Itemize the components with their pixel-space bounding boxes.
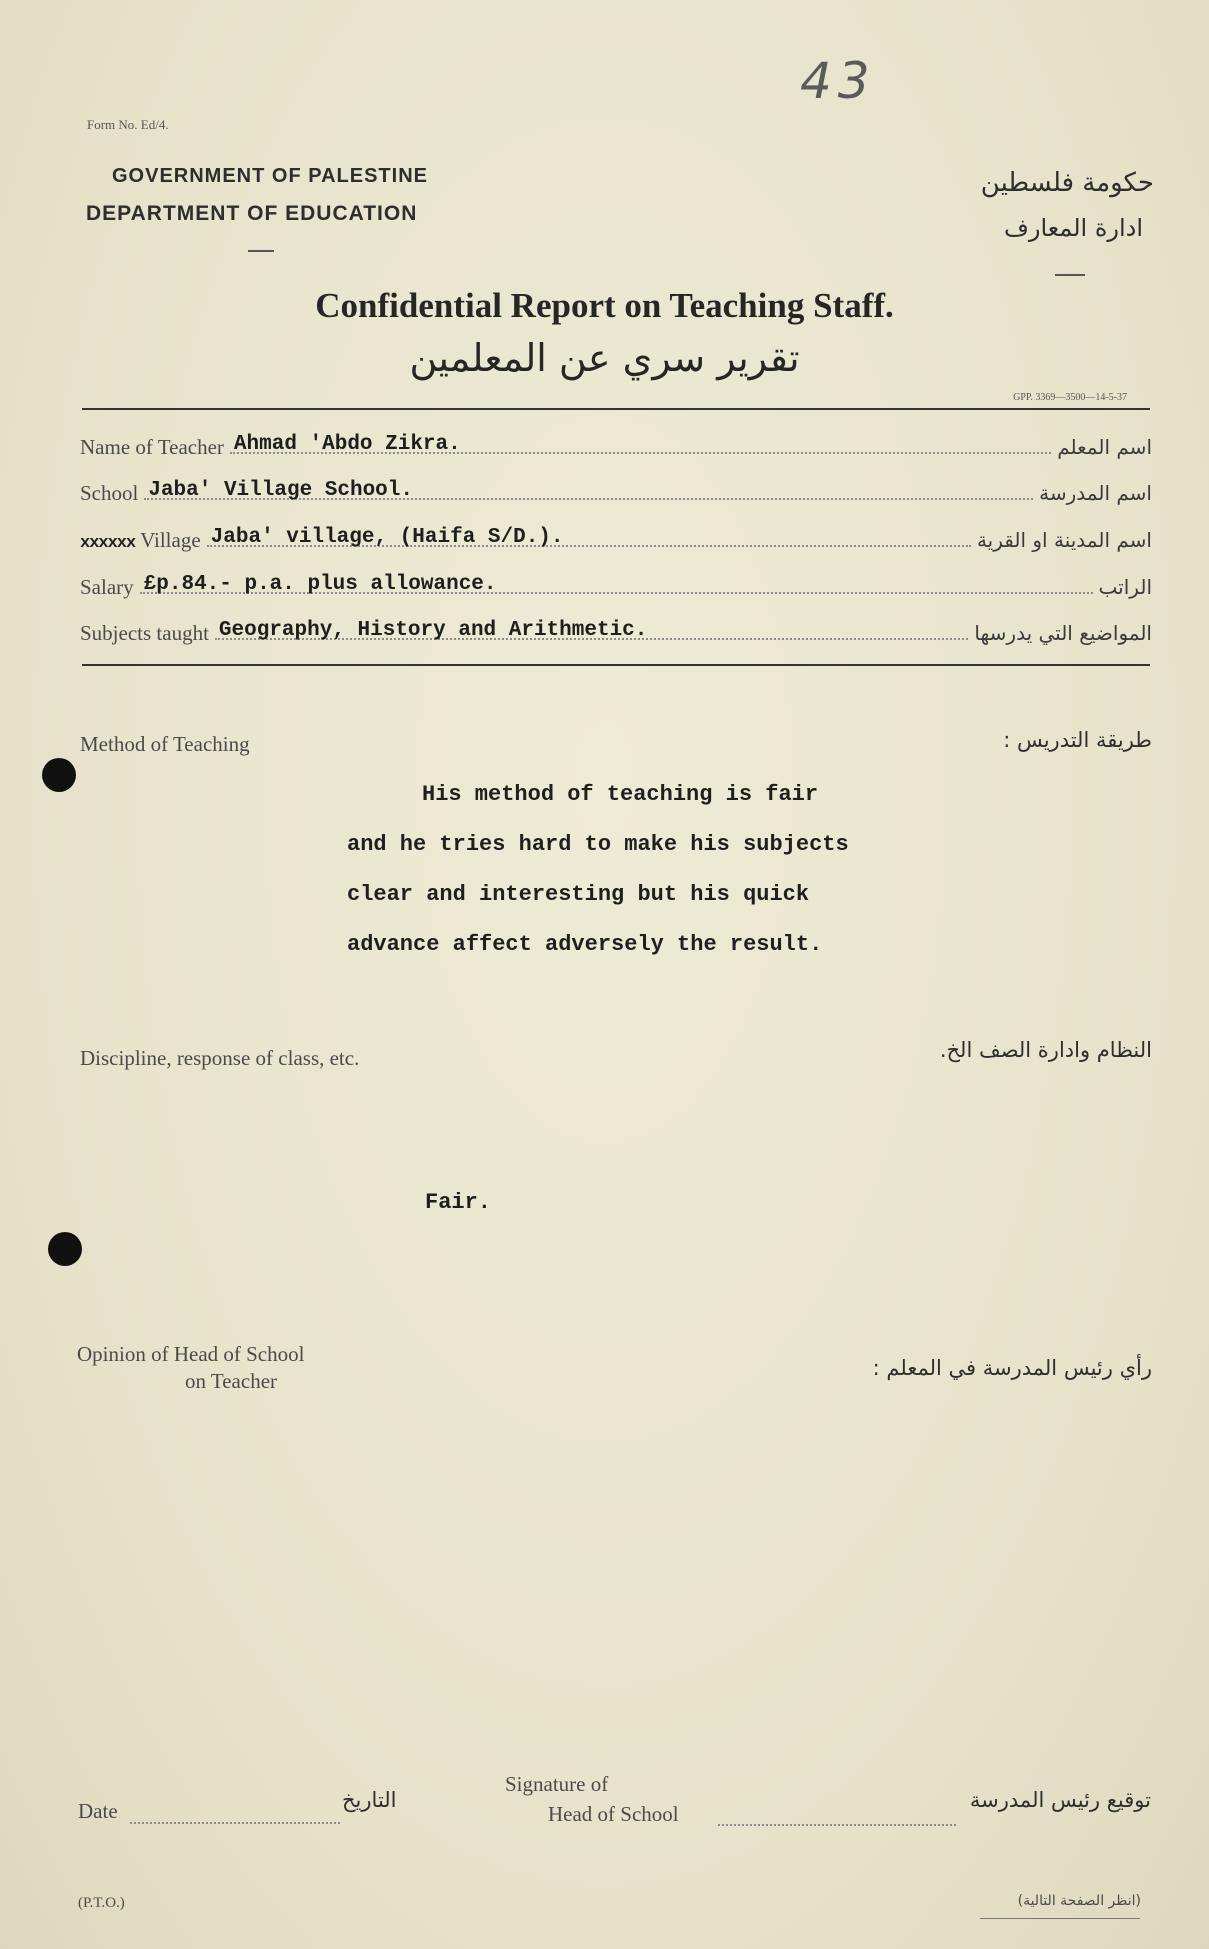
field-value: Ahmad 'Abdo Zikra. xyxy=(233,433,461,456)
field-label: Subjects taught xyxy=(80,621,209,645)
print-code: GPP. 3369—3500—14-5-37 xyxy=(1013,392,1127,403)
method-text-line: and he tries hard to make his subjects xyxy=(347,832,849,857)
struck-out-text: xxxxxx xyxy=(80,534,136,553)
method-label: Method of Teaching xyxy=(80,732,250,756)
field-label-arabic: الراتب xyxy=(1098,575,1152,599)
government-heading-arabic: حكومة فلسطين xyxy=(980,168,1154,198)
method-text-line: advance affect adversely the result. xyxy=(347,932,823,957)
field-line xyxy=(230,434,1051,454)
method-text-line: clear and interesting but his quick xyxy=(347,882,810,907)
discipline-value: Fair. xyxy=(425,1190,492,1215)
opinion-label-arabic: رأي رئيس المدرسة في المعلم : xyxy=(872,1356,1152,1380)
pto-label: (P.T.O.) xyxy=(78,1895,125,1911)
department-heading-arabic: ادارة المعارف xyxy=(1003,214,1143,242)
field-line xyxy=(140,574,1093,594)
signature-line xyxy=(718,1808,956,1826)
field-value: £p.84.- p.a. plus allowance. xyxy=(143,573,497,596)
field-value: Geography, History and Arithmetic. xyxy=(218,619,648,642)
field-label: School xyxy=(80,481,139,505)
method-label-arabic: طريقة التدريس : xyxy=(1003,728,1152,752)
field-value: Jaba' Village School. xyxy=(148,479,413,502)
pto-underline xyxy=(980,1918,1140,1919)
field-row-school xyxy=(80,480,1152,516)
signature-label-line1: Signature of xyxy=(505,1772,609,1796)
discipline-label: Discipline, response of class, etc. xyxy=(80,1046,360,1070)
discipline-label-arabic: النظام وادارة الصف الخ. xyxy=(939,1038,1152,1062)
handwritten-page-number: 43 xyxy=(800,52,876,110)
report-title: Confidential Report on Teaching Staff. xyxy=(315,286,894,325)
field-row-name xyxy=(80,434,1152,470)
department-heading: DEPARTMENT OF EDUCATION xyxy=(86,202,418,225)
field-label: Name of Teacher xyxy=(80,435,224,459)
field-row-village xyxy=(80,527,1152,563)
method-text-line: His method of teaching is fair xyxy=(422,782,819,807)
field-label-arabic: اسم المدرسة xyxy=(1039,481,1152,505)
form-number: Form No. Ed/4. xyxy=(87,117,169,132)
field-label: xxxxxx Village xyxy=(80,528,201,553)
date-line xyxy=(130,1806,340,1824)
header-dash xyxy=(248,250,274,252)
field-label-arabic: اسم المعلم xyxy=(1057,435,1152,459)
field-row-subjects xyxy=(80,620,1152,656)
report-title-arabic: تقرير سري عن المعلمين xyxy=(409,336,800,380)
opinion-label: Opinion of Head of School xyxy=(77,1342,305,1366)
field-label-arabic: اسم المدينة او القرية xyxy=(976,528,1152,552)
field-value: Jaba' village, (Haifa S/D.). xyxy=(210,526,564,549)
top-rule xyxy=(82,408,1150,410)
field-line xyxy=(144,480,1033,500)
field-label: Salary xyxy=(80,575,134,599)
punch-hole xyxy=(42,758,76,792)
header-dash-arabic xyxy=(1055,274,1085,276)
field-line xyxy=(215,620,968,640)
signature-label-arabic: توقيع رئيس المدرسة xyxy=(969,1788,1151,1812)
fields-bottom-rule xyxy=(82,664,1150,666)
field-row-salary xyxy=(80,574,1152,610)
field-label-arabic: المواضيع التي يدرسها xyxy=(974,621,1152,645)
date-label-arabic: التاريخ xyxy=(342,1788,397,1812)
punch-hole xyxy=(48,1232,82,1266)
government-heading: GOVERNMENT OF PALESTINE xyxy=(112,165,428,187)
field-line xyxy=(207,527,971,547)
signature-label-line2: Head of School xyxy=(548,1802,679,1826)
date-label: Date xyxy=(78,1799,118,1823)
pto-label-arabic: (انظر الصفحة التالية) xyxy=(1017,1893,1141,1909)
opinion-label-line2: on Teacher xyxy=(185,1369,278,1393)
